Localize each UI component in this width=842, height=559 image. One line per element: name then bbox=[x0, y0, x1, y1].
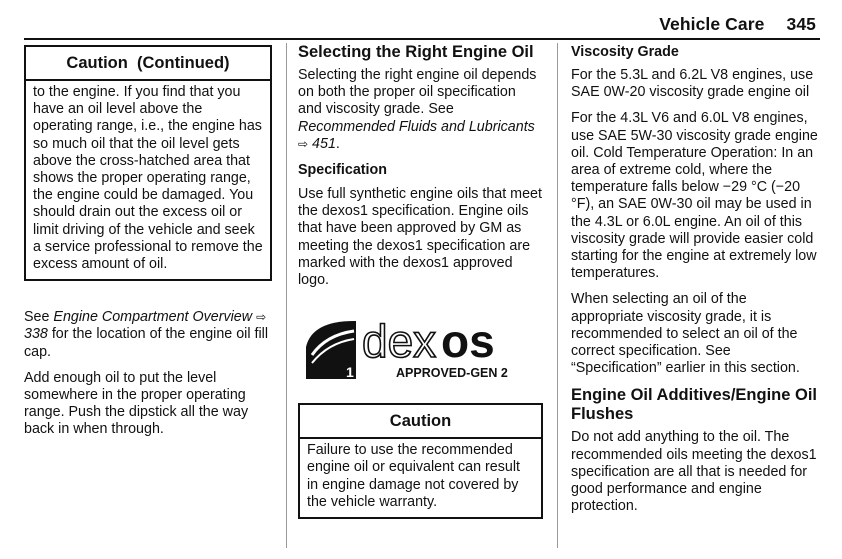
text-segment: See bbox=[24, 309, 54, 326]
column-left bbox=[24, 43, 272, 439]
cross-reference-page[interactable]: 338 bbox=[24, 326, 48, 343]
caution-text: Failure to use the recommended engine oil or equivalent can result in engine damage not covered by the vehicle warranty. bbox=[307, 442, 521, 510]
cross-reference-link[interactable]: Engine Compartment Overview bbox=[53, 309, 253, 326]
page-arrow-icon: ⇨ bbox=[298, 136, 309, 151]
paragraph-v6-viscosity: For the 4.3L V6 and 6.0L V8 engines, use SAE 5W-30 viscosity grade engine oil. Cold Temperature Operation: In an area of extreme cold, where the temperature falls below −29 °C (−20 °F), an SAE 0W-30 oil may be used in the 4.3L or 6.0L engine. An oil of this viscosity grade will provide easier cold starting for the engine at extremely low temperatures. bbox=[571, 110, 818, 282]
section-heading: Selecting the Right Engine Oil bbox=[298, 43, 534, 61]
column-divider bbox=[557, 43, 558, 548]
text-segment: for the location of the engine oil fill cap. bbox=[24, 326, 269, 360]
running-header bbox=[659, 14, 816, 35]
caution-box bbox=[298, 403, 543, 519]
column-right bbox=[571, 43, 821, 515]
paragraph-specification: Use full synthetic engine oils that meet the dexos1 specification. Engine oils that have been approved by GM as meeting the dexos1 specification are marked with the dexos1 approved logo. bbox=[298, 186, 542, 289]
column-divider bbox=[286, 43, 287, 548]
section-heading: Engine Oil Additives/Engine Oil Flushes bbox=[571, 386, 818, 424]
text-segment: Selecting the right engine oil depends on both the proper oil specification and viscosity grade. See bbox=[298, 67, 537, 118]
caution-text: to the engine. If you find that you have an oil level above the operating range, i.e., the engine has so much oil that the oil level gets above the cross-hatched area that shows the proper operating range, the engine could be damaged. You should drain out the excess oil or limit driving of the vehicle and seek a service professional to remove the excess amount of oil. bbox=[33, 84, 263, 273]
header-rule bbox=[24, 38, 820, 40]
page-number: 345 bbox=[786, 14, 816, 34]
column-middle bbox=[298, 43, 543, 519]
caution-box-continued bbox=[24, 45, 272, 281]
cross-reference-link[interactable]: Recommended Fluids and Lubricants bbox=[298, 118, 535, 135]
page-arrow-icon: ⇨ bbox=[256, 310, 267, 325]
caution-title: Caution (Continued) bbox=[26, 47, 270, 81]
paragraph-v8-viscosity: For the 5.3L and 6.2L V8 engines, use SAE 0W-20 viscosity grade engine oil bbox=[571, 67, 814, 101]
paragraph-add-oil: Add enough oil to put the level somewhere in the proper operating range. Push the dipstick all the way back in when through. bbox=[24, 369, 249, 438]
subheading-specification: Specification bbox=[298, 162, 387, 179]
paragraph-selecting-grade: When selecting an oil of the appropriate viscosity grade, it is recommended to select an oil of the correct specification. See “Specification” earlier in this section. bbox=[571, 291, 800, 377]
dexos-logo-graphic bbox=[302, 317, 542, 383]
section-title: Vehicle Care bbox=[659, 14, 765, 34]
logo-wordmark-outline: dex bbox=[362, 317, 437, 368]
dexos-logo bbox=[302, 317, 542, 383]
subheading-viscosity: Viscosity Grade bbox=[571, 44, 679, 60]
cross-reference-page[interactable]: 451 bbox=[312, 135, 336, 152]
caution-title: Caution bbox=[300, 405, 541, 439]
logo-tagline: APPROVED-GEN 2 bbox=[396, 366, 508, 381]
logo-digit: 1 bbox=[346, 364, 354, 381]
paragraph-see-compartment bbox=[24, 309, 272, 361]
text-segment: . bbox=[335, 135, 340, 152]
paragraph-selecting-oil bbox=[298, 67, 543, 153]
logo-wordmark-bold: os bbox=[441, 317, 495, 368]
paragraph-additives: Do not add anything to the oil. The recommended oils meeting the dexos1 specification are all that is needed for good performance and engine protection. bbox=[571, 429, 817, 515]
